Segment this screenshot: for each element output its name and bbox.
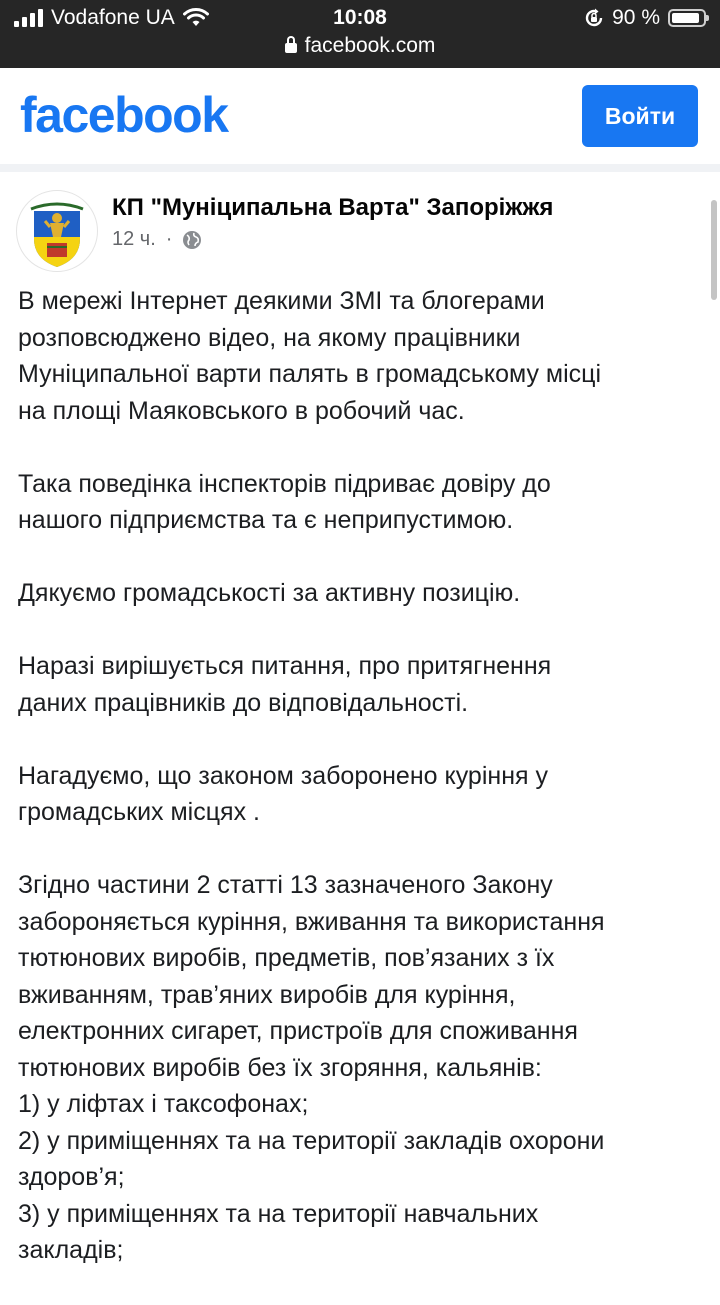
globe-icon — [182, 230, 202, 250]
post-paragraph: В мережі Інтернет деякими ЗМІ та блогерами розповсюджено відео, на якому працівники Муніципальної варти палять в громадському місці на площі Маяковського в робочий час. — [18, 287, 602, 425]
post-meta — [112, 228, 202, 251]
orientation-lock-icon — [584, 8, 604, 28]
lock-icon — [285, 43, 297, 53]
scrollbar[interactable] — [711, 200, 717, 300]
post-paragraph: Нагадуємо, що законом заборонено куріння у громадських місцях . — [18, 761, 548, 826]
page-avatar[interactable] — [16, 190, 98, 272]
login-button[interactable]: Войти — [582, 85, 698, 147]
municipal-guard-emblem-icon — [17, 191, 97, 271]
battery-icon — [668, 9, 706, 27]
facebook-logo[interactable]: facebook — [20, 87, 228, 143]
battery-level — [672, 13, 699, 23]
post-text — [18, 283, 708, 1305]
post-paragraph: Згідно частини 2 статті 13 зазначеного Закону забороняється куріння, вживання та використання тютюнових виробів, предметів, пов’язаних з їх вживанням, трав’яних виробів для куріння, електронних сигарет, пристроїв для споживання тютюнових виробів без їх згоряння, кальянів: 1) у ліфтах і таксофонах; 2) у приміщеннях та на території закладів охорони здоров’я; 3) у приміщеннях та на території навчальних закладів; — [18, 871, 605, 1264]
post-paragraph: Дякуємо громадськості за активну позицію. — [18, 579, 521, 607]
header-separator — [0, 164, 720, 172]
url-text: facebook.com — [304, 34, 436, 57]
page-name[interactable]: КП "Муніципальна Варта" Запоріжжя — [112, 194, 554, 221]
post-paragraph: Наразі вирішується питання, про притягнення даних працівників до відповідальності. — [18, 652, 552, 717]
clock: 10:08 — [333, 6, 387, 29]
meta-separator: · — [165, 228, 173, 250]
status-bar — [0, 0, 720, 68]
url-bar[interactable] — [0, 34, 720, 58]
post-time[interactable]: 12 ч. — [112, 228, 156, 250]
carrier-label: Vodafone UA — [51, 6, 175, 29]
facebook-header — [0, 68, 720, 165]
status-right — [584, 6, 706, 30]
post-paragraph: Така поведінка інспекторів підриває довіру до нашого підприємства та є неприпустимою. — [18, 469, 551, 534]
battery-percent: 90 % — [612, 6, 660, 29]
